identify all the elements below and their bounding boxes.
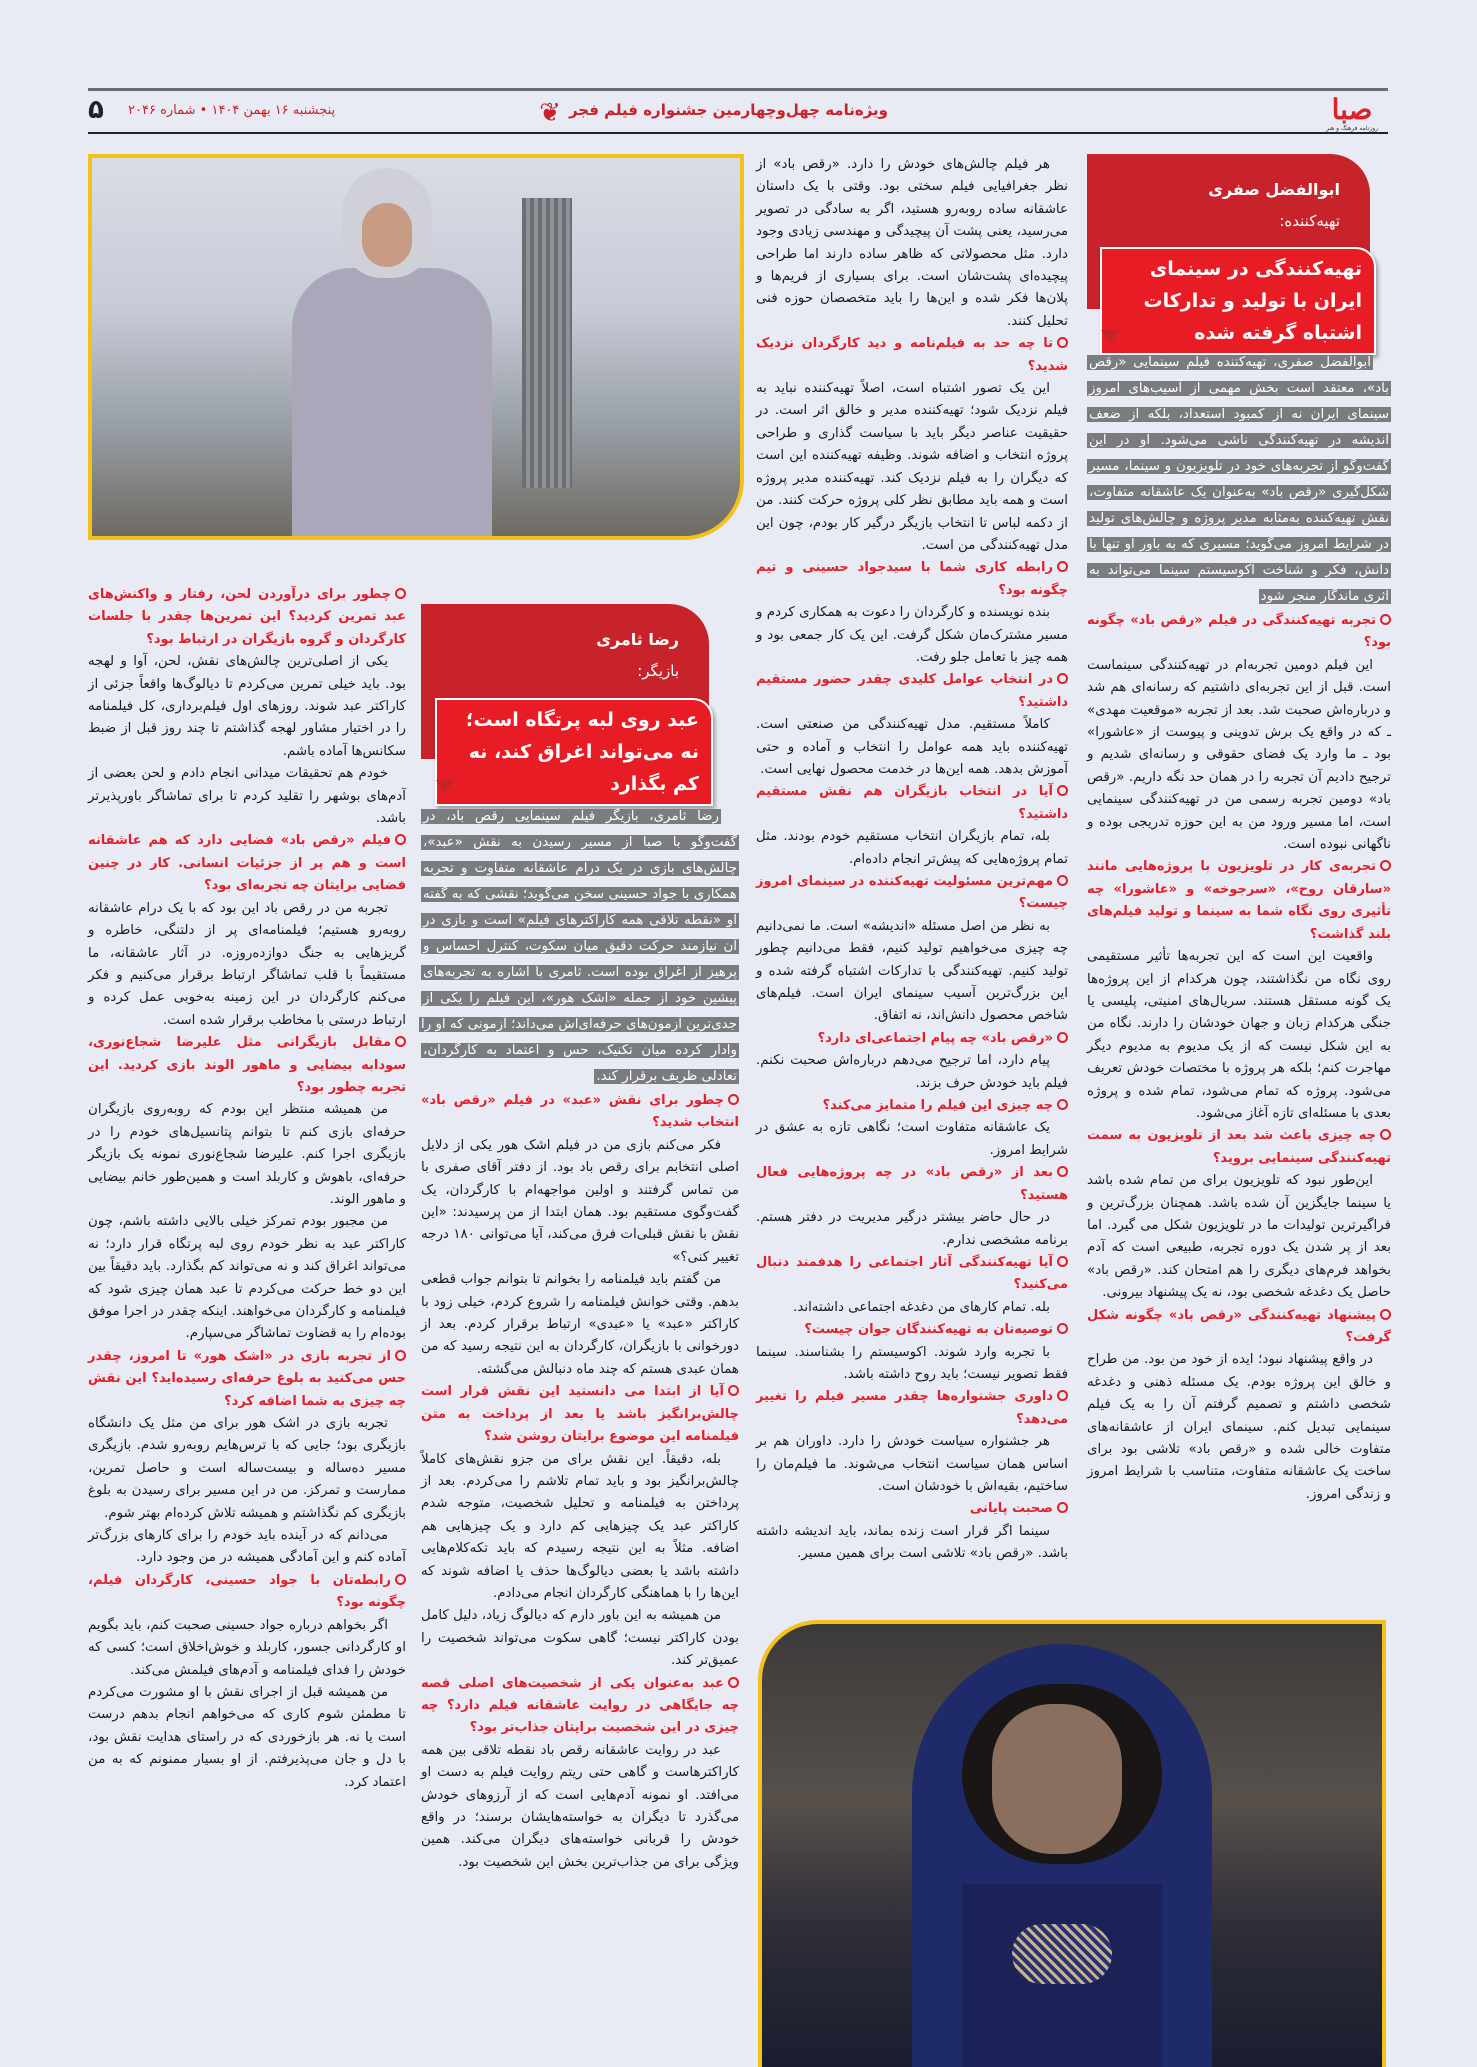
question-bullet-icon: [395, 1574, 406, 1585]
figure-face: [992, 1704, 1122, 1854]
answer-paragraph: تجربه بازی در اشک هور برای من مثل یک دانشگاه بازیگری بود؛ جایی که با ترس‌هایم روبه‌رو شدم. بازیگری مسیر ده‌ساله و بیست‌ساله است و حاصل تمرین، ممارست و تمرکز. من در این مسیر برای رسیدن به بلوغ بازیگری کم نگذاشتم و همیشه تلاش کرده‌ام بهتر شوم.: [88, 1416, 406, 1521]
answer-paragraph: هر جشنواره سیاست خودش را دارد. داوران هم بر اساس همان سیاست انتخاب می‌شوند. ما فیلم‌مان را ساختیم، بقیه‌اش با خودشان است.: [756, 1434, 1068, 1494]
question-bullet-icon: [1057, 561, 1068, 572]
answer-paragraph: اگر بخواهم درباره جواد حسینی صحبت کنم، باید بگویم او کارگردانی جسور، کاربلد و خوش‌اخلاق است؛ کسی که خودش را فدای فیلمنامه و آدم‌های فیلمش می‌کند.: [88, 1617, 406, 1678]
interview-question: [756, 669, 1068, 714]
question-bullet-icon: [1057, 1323, 1068, 1334]
question-bullet-icon: [395, 1036, 406, 1047]
column-3: [421, 804, 739, 1874]
logo-text: صبا: [1331, 93, 1373, 126]
answer-paragraph: بله، دقیقاً. این نقش برای من جزو نقش‌های کاملاً چالش‌برانگیز بود و باید تمام تلاشم را می‌کردم. بعد از پرداختن به فیلمنامه و تحلیل شخصیت، متوجه شدم کاراکتر عبد یک چیزهایی کم دارد و یک چیزهایی هم اضافه. مثلاً به این نتیجه رسیدم که باید تکه‌کلام‌هایی داشته باشد یا بعضی دیالوگ‌ها حذف یا اضافه شوند که این‌ها را با هماهنگی کارگردان انجام می‌دادم.: [421, 1451, 739, 1601]
simorgh-icon: ❦: [539, 98, 561, 128]
answer-paragraph: این فیلم دومین تجربه‌ام در تهیه‌کنندگی سینماست است. قبل از این تجربه‌ای داشتیم که رسانه‌ای هم شد و درباره‌اش صحبت شد. بعد از تجربه «موقعیت مهدی» ـ که در واقع یک برش تدوینی و پیوست از «عاشورا» بود ـ ما وارد یک فضای حقوقی و رسانه‌ای شدیم و ترجیح دادیم آن تجربه را در همان حد نگه داریم. «رقص باد» دومین تجربه رسمی من در تهیه‌کنندگی سینمایی است، اما مسیر ورود من به این حوزه تدریجی بوده و ناگهانی نبوده است.: [1087, 657, 1391, 853]
question-text: رابطه کاری شما با سیدجواد حسینی و تیم چگونه بود؟: [756, 560, 1068, 598]
answer-paragraph: این یک تصور اشتباه است، اصلاً تهیه‌کننده نباید به فیلم نزدیک شود؛ تهیه‌کننده مدیر و خالق اثر است. در حقیقیت عناصر دیگر باید با سیاست گذاری و طراحی پروژه انتخاب و اضافه شوند. وظیفه تهیه‌کننده این است که دیگران را به فیلم نزدیک کند. تهیه‌کننده مدیر پروژه است و همه باید مطابق نظر کلی پروژه حرکت کنند. من از دکمه لباس تا انتخاب بازیگر درگیر کار بودم، چون این مدل تهیه‌کنندگی من است.: [756, 381, 1068, 553]
interviewee-role: تهیه‌کننده:: [1279, 212, 1340, 230]
column-4: [88, 584, 406, 1794]
question-bullet-icon: [1057, 785, 1068, 796]
answer-paragraph: کاملاً مستقیم. مدل تهیه‌کنندگی من صنعتی است. تهیه‌کننده باید همه عوامل را انتخاب و آماده و حتی آموزش بدهد. همه این‌ها در خدمت محصول نهایی است.: [756, 717, 1068, 777]
column-2: [756, 154, 1068, 1566]
interview-question: [756, 333, 1068, 378]
question-text: فیلم «رقص باد» فضایی دارد که هم عاشقانه است و هم پر از جزئیات انسانی. کار در چنین فضایی برایتان چه تجربه‌ای بود؟: [88, 833, 406, 894]
callout-pointer: [436, 780, 454, 794]
newspaper-logo: [1316, 95, 1388, 131]
interview-question: [421, 1381, 739, 1448]
question-text: تا چه حد به فیلم‌نامه و دید کارگردان نزدیک شدید؟: [756, 336, 1068, 374]
page-header: [88, 88, 1388, 134]
question-text: عبد به‌عنوان یکی از شخصیت‌های اصلی قصه چه جایگاهی در روایت عاشقانه فیلم دارد؟ چه چیزی در این شخصیت برایتان جذاب‌تر بود؟: [421, 1675, 739, 1736]
answer-paragraph: سینما اگر قرار است زنده بماند، باید اندیشه داشته باشد. «رقص باد» تلاشی است برای همین مسیر.: [756, 1523, 1068, 1562]
question-bullet-icon: [1057, 1390, 1068, 1401]
question-bullet-icon: [1057, 1099, 1068, 1110]
interview2-headline: عبد روی لبه پرتگاه است؛ نه می‌تواند اغراق کند، نه کم بگذارد: [435, 698, 713, 806]
interview-question: [756, 1498, 1068, 1520]
photo-actress-white-scarf: [88, 154, 744, 540]
question-text: آیا در انتخاب بازیگران هم نقش مستقیم داشتید؟: [756, 784, 1068, 822]
answer-paragraph: عبد در روایت عاشقانه رقص باد نقطه تلاقی بین همه کاراکترهاست و گاهی حتی ریتم روایت فیلم به دست او می‌افتد. او نمونه آدم‌هایی است که از آرزوهای خودش می‌گذرد تا دیگران به خواسته‌هایشان برسند؛ در واقع خودش را قربانی خواسته‌های دیگران می‌کند. همین ویژگی برای من جذاب‌ترین بخش این شخصیت بود.: [421, 1742, 739, 1870]
question-bullet-icon: [728, 1677, 739, 1688]
question-text: چطور برای درآوردن لحن، رفتار و واکنش‌های عبد تمرین کردید؟ این تمرین‌ها چقدر با جلسات کارگردان و گروه بازیگران در ارتباط بود؟: [88, 587, 406, 647]
question-text: بعد از «رقص باد» در چه پروژه‌هایی فعال هستید؟: [756, 1165, 1068, 1203]
question-bullet-icon: [1380, 860, 1391, 871]
issue-date: پنجشنبه ۱۶ بهمن ۱۴۰۴ • شماره ۲۰۴۶: [128, 103, 336, 118]
question-text: رابطه‌تان با جواد حسینی، کارگردان فیلم، چگونه بود؟: [88, 1572, 406, 1611]
interview1-lead: ابوالفضل صفری، تهیه‌کننده فیلم سینمایی «رقص باد»، معتقد است بخش مهمی از آسیب‌های امروز سینمای ایران نه از کمبود استعداد، بلکه از ضعف اندیشه در تهیه‌کنندگی ناشی می‌شود. او در این گفت‌وگو از تجربه‌های خود در تلویزیون و سینما، مسیر شکل‌گیری «رقص باد» به‌عنوان یک عاشقانه متفاوت، نقش تهیه‌کننده به‌مثابه مدیر پروژه و چالش‌های تولید در شرایط امروز می‌گوید؛ مسیری که به باور او تنها با دانش، فکر و شناخت اکوسیستم سینما می‌تواند به اثری ماندگار منجر شود: [1089, 355, 1389, 604]
interviewee-role: بازیگر:: [637, 662, 679, 680]
interview-question: [756, 1386, 1068, 1431]
answer-paragraph: هر فیلم چالش‌های خودش را دارد. «رقص باد» از نظر جغرافیایی فیلم سختی بود. وقتی با یک داستان عاشقانه ساده روبه‌رو هستید، اگر به سادگی در تصویر می‌رسید، یعنی پشت آن پیچیدگی و مهندسی زیادی وجود دارد. مثل محصولاتی که ظاهر ساده دارند اما طراحی پیچیده‌ای پشت‌شان است. برای بسیاری از فریم‌ها و پلان‌ها فکر شده و این‌ها را باید متخصصان حوزه فنی تحلیل کنند.: [756, 157, 1068, 329]
interview-question: [756, 1028, 1068, 1050]
interview-question: [88, 584, 406, 651]
question-bullet-icon: [728, 1094, 739, 1105]
question-text: صحبت پایانی: [969, 1501, 1053, 1517]
question-bullet-icon: [1380, 1129, 1391, 1140]
answer-paragraph: در حال حاضر بیشتر درگیر مدیریت در دفتر هستم. برنامه مشخصی ندارم.: [756, 1210, 1068, 1248]
answer-paragraph: بله، تمام بازیگران انتخاب مستقیم خودم بودند. مثل تمام پروژه‌هایی که پیش‌تر انجام داده‌ام.: [756, 829, 1068, 867]
question-bullet-icon: [1380, 614, 1391, 625]
answer-paragraph: در واقع پیشنهاد نبود؛ ایده از خود من بود. من طراح و خالق این پروژه بودم. یک مسئله ذهنی و دغدغه شخصی داشتم و تصمیم گرفتم آن را به یک فیلم سینمایی تبدیل کنم. سینمای ایران از عاشقانه‌های متفاوت خالی شده و «رقص باد» تلاشی بود برای ساخت یک عاشقانه متفاوت، متناسب با شرایط امروز و زندگی امروز.: [1087, 1352, 1391, 1502]
answer-paragraph: یک عاشقانه متفاوت است؛ نگاهی تازه به عشق در شرایط امروز.: [756, 1120, 1068, 1158]
figure-face: [362, 203, 412, 267]
photo-actress-blue-veil: [758, 1620, 1386, 2067]
interview-question: [756, 1162, 1068, 1207]
interview1-headline: تهیه‌کنندگی در سینمای ایران با تولید و تدارکات اشتباه گرفته شده: [1100, 247, 1376, 355]
question-bullet-icon: [1057, 1032, 1068, 1043]
interview-question: [88, 830, 406, 897]
question-bullet-icon: [1057, 337, 1068, 348]
interview-question: [1087, 610, 1391, 655]
question-text: توصیه‌تان به تهیه‌کنندگان جوان چیست؟: [804, 1322, 1053, 1338]
question-bullet-icon: [395, 1350, 406, 1361]
interviewee-name: رضا ثامری: [596, 630, 679, 649]
building-shape: [522, 198, 572, 488]
question-bullet-icon: [1380, 1309, 1391, 1320]
question-bullet-icon: [1057, 875, 1068, 886]
interview-question: [756, 1319, 1068, 1341]
figure-embroidery: [1012, 1924, 1112, 1984]
interview-question: [756, 871, 1068, 916]
column-1: [1087, 350, 1391, 1506]
interview-question: [88, 1570, 406, 1615]
answer-paragraph: با تجربه وارد شوند. اکوسیستم را بشناسند. سینما فقط تصویر نیست؛ باید روح داشته باشد.: [756, 1344, 1068, 1382]
interview-question: [756, 1095, 1068, 1117]
answer-paragraph: به نظر من اصل مسئله «اندیشه» است. ما نمی‌دانیم چه چیزی می‌خواهیم تولید کنیم، فقط می‌دانیم چطور تولید کنیم. تهیه‌کنندگی با تدارکات اشتباه گرفته شده و این بزرگ‌ترین آسیب سینمای ایران است. فیلم‌های شاخص محصول دانش‌اند، نه اتفاق.: [756, 918, 1068, 1024]
question-bullet-icon: [1057, 1166, 1068, 1177]
question-text: «رقص باد» چه پیام اجتماعی‌ای دارد؟: [817, 1030, 1053, 1046]
question-text: تجربه تهیه‌کنندگی در فیلم «رقص باد» چگونه بود؟: [1087, 613, 1391, 651]
question-text: چطور برای نقش «عبد» در فیلم «رقص باد» انتخاب شدید؟: [421, 1093, 739, 1131]
interview-question: [756, 781, 1068, 826]
answer-paragraph: واقعیت این است که این تجربه‌ها تأثیر مستقیمی روی نگاه من نگذاشتند، چون هرکدام از این پروژه‌ها یک گونه مستقل هستند. سریال‌های امنیتی، پلیسی یا جنگی هرکدام زبان و جهان خودشان را دارند. نگاه من به این شکل نیست که از یک مدیوم به مدیوم دیگر مهاجرت کنم؛ بلکه هر پروژه با مختصات خودش تعریف می‌شود. پروژه که تمام می‌شود، تمام شده و پروژه بعدی با مسئله‌ای تازه آغاز می‌شود.: [1087, 949, 1391, 1121]
interview-question: [1087, 856, 1391, 946]
answer-paragraph: این‌طور نبود که تلویزیون برای من تمام شده باشد یا سینما جایگزین آن شده باشد. همچنان بزرگ‌ترین و فراگیرترین تولیدات ما در تلویزیون شکل می گیرد. اما بعد از پر شدن یک دوره تجربه، طبیعی است که آدم بخواهد فرم‌های دیگری را هم امتحان کند. «رقص باد» حاصل یک دغدغه شخصی بود، نه یک پیشنهاد بیرونی.: [1087, 1173, 1391, 1301]
question-text: در انتخاب عوامل کلیدی چقدر حضور مستقیم داشتید؟: [756, 672, 1068, 710]
question-text: آیا از ابتدا می دانستید این نقش قرار است چالش‌برانگیز باشد یا بعد از پرداخت به متن فیلمنامه این موضوع برایتان روشن شد؟: [421, 1384, 739, 1445]
figure-body: [292, 268, 492, 540]
answer-paragraph: بله. تمام کارهای من دغدغه اجتماعی داشته‌اند.: [793, 1299, 1050, 1315]
question-bullet-icon: [395, 834, 406, 845]
question-text: چه چیزی این فیلم را متمایز می‌کند؟: [822, 1098, 1053, 1114]
answer-paragraph: من همیشه منتظر این بودم که روبه‌روی بازیگران حرفه‌ای بازی کنم تا بتوانم پتانسیل‌های خودم را در بازیگری اجرا کنم. علیرضا شجاع‌نوری نمونه یک بازیگر حرفه‌ای، باهوش و کاربلد است و همین‌طور خانم بیضایی و ماهور الوند.: [88, 1102, 406, 1207]
interview-question: [756, 557, 1068, 602]
question-text: چه چیزی باعث شد بعد از تلویزیون به سمت تهیه‌کنندگی سینمایی بروید؟: [1087, 1128, 1391, 1166]
answer-paragraph: من همیشه قبل از اجرای نقش با او مشورت می‌کردم تا مطمئن شوم کاری که می‌خواهم انجام بدهم درست است یا نه. هر بازخوردی که در راستای هدایت نقش بود، با دل و جان می‌پذیرفتم. از او بسیار ممنونم که به من اعتماد کرد.: [88, 1684, 406, 1790]
question-text: داوری جشنواره‌ها چقدر مسیر فیلم را تغییر می‌دهد؟: [756, 1389, 1068, 1427]
page-number: ۵: [88, 95, 104, 125]
question-bullet-icon: [728, 1385, 739, 1396]
question-bullet-icon: [1057, 673, 1068, 684]
answer-paragraph: من گفتم باید فیلمنامه را بخوانم تا بتوانم جواب قطعی بدهم. وقتی خوانش فیلمنامه را شروع کردم، خیلی زود با کاراکتر «عبد» یا «عبدی» ارتباط برقرار کردم. بعد از دورخوانی با بازیگران، کارگردان به این نتیجه رسید که من همان عبدی هستم که چند ماه دنبالش می‌گشته.: [421, 1272, 739, 1377]
question-bullet-icon: [1057, 1502, 1068, 1513]
question-text: مهم‌ترین مسئولیت تهیه‌کننده در سینمای امروز چیست؟: [756, 874, 1068, 912]
answer-paragraph: می‌دانم که در آینده باید خودم را برای کارهای بزرگ‌تر آماده کنم و این آمادگی همیشه در من وجود دارد.: [88, 1528, 406, 1566]
question-bullet-icon: [1057, 1256, 1068, 1267]
interview2-lead: رضا ثامری، بازیگر فیلم سینمایی رقص باد، در گفت‌وگو با صبا از مسیر رسیدن به نقش «عبد»، چالش‌های بازی در یک درام عاشقانه متفاوت و تجربه همکاری با جواد حسینی سخن می‌گوید؛ نقشی که به گفته او «نقطه تلاقی همه کاراکترهای فیلم» است و بازی در آن نیازمند حرکت دقیق میان سکوت، کنترل احساس و پرهیز از اغراق بوده است. ثامری با اشاره به تجربه‌های پیشین خود از جمله «اشک هور»، این فیلم را یکی از جدی‌ترین آزمون‌های حرفه‌ای‌اش می‌داند؛ آزمونی که او را وادار کرده میان تکنیک، حس و اعتماد به کارگردان، تعادلی ظریف برقرار کند.: [421, 809, 737, 1084]
logo-subtitle: روزنامه فرهنگ و هنر: [1325, 125, 1379, 132]
interviewee-name: ابوالفضل صفری: [1208, 180, 1340, 199]
section-title: ویژه‌نامه چهل‌وچهارمین جشنواره فیلم فجر: [568, 101, 888, 119]
interview-question: [1087, 1305, 1391, 1350]
answer-paragraph: خودم هم تحقیقات میدانی انجام دادم و لحن بعضی از آدم‌های بوشهر را تقلید کردم تا برای تماشاگر باورپذیرتر باشد.: [88, 766, 406, 827]
interview-question: [1087, 1125, 1391, 1170]
answer-paragraph: من همیشه به این باور دارم که دیالوگ زیاد، دلیل کامل بودن کاراکتر نیست؛ گاهی سکوت می‌تواند شخصیت را عمیق‌تر کند.: [421, 1608, 739, 1669]
question-text: مقابل بازیگرانی مثل علیرضا شجاع‌نوری، سودابه بیضایی و ماهور الوند بازی کردید. این تجربه چطور بود؟: [88, 1035, 406, 1095]
answer-paragraph: یکی از اصلی‌ترین چالش‌های نقش، لحن، آوا و لهجه بود. باید خیلی تمرین می‌کردم تا دیالوگ‌ها واقعاً جزئی از کاراکتر عبد شوند. روزهای اول فیلم‌برداری، کل فیلمنامه را در اختیار مشاور لهجه گذاشتم تا چند روز قبل از ضبط سکانس‌ها آماده باشم.: [88, 654, 406, 759]
interview-question: [756, 1252, 1068, 1297]
interview-question: [421, 1090, 739, 1135]
answer-paragraph: پیام دارد، اما ترجیح می‌دهم درباره‌اش صحبت نکنم. فیلم باید خودش حرف بزند.: [756, 1053, 1068, 1091]
answer-paragraph: فکر می‌کنم بازی من در فیلم اشک هور یکی از دلایل اصلی انتخابم برای رقص باد بود. از دفتر آقای صفری با من تماس گرفتند و اولین مواجهه‌ام با کارگردان، یک گفت‌وگوی مستقیم بود. همان ابتدا از من پرسیدند: «این نقش با نقش قبلی‌ات فرق می‌کند، آیا می‌توانی ۱۸۰ درجه تغییر کنی؟»: [421, 1137, 739, 1265]
interview-question: [421, 1673, 739, 1740]
answer-paragraph: تجربه من در رقص باد این بود که با یک درام عاشقانه روبه‌رو هستیم؛ فیلمنامه‌ای پر از دلتنگی، خاطره و گریزهایی به جنگ دوازده‌روزه. در آثار عاشقانه، ما مستقیماً با قلب تماشاگر ارتباط برقرار می‌کنیم و فکر می‌کنم کارگردان در این زمینه به‌خوبی عمل کرده و ارتباط درستی با مخاطب برقرار شده است.: [88, 900, 406, 1028]
interview-question: [88, 1346, 406, 1413]
question-text: تجربه‌ی کار در تلویزیون با پروژه‌هایی مانند «سارقان روح»، «سرجوخه» و «عاشورا» چه تأثیری روی نگاه شما به سینما و تولید فیلم‌های بلند گذاشت؟: [1087, 859, 1391, 942]
question-text: آیا تهیه‌کنندگی آثار اجتماعی را هدفمند دنبال می‌کنید؟: [756, 1254, 1068, 1293]
callout-pointer: [1101, 330, 1119, 344]
answer-paragraph: بنده نویسنده و کارگردان را دعوت به همکاری کردم و مسیر مشترک‌مان شکل گرفت. این یک کار جمعی بود و همه چیز با تعامل جلو رفت.: [756, 605, 1068, 665]
question-text: از تجربه بازی در «اشک هور» تا امروز، چقدر حس می‌کنید به بلوغ حرفه‌ای رسیده‌اید؟ این نقش چه چیزی به شما اضافه کرد؟: [88, 1348, 406, 1409]
interview-question: [88, 1032, 406, 1099]
answer-paragraph: من مجبور بودم تمرکز خیلی بالایی داشته باشم، چون کاراکتر عبد به نظر خودم روی لبه پرتگاه قرار دارد؛ نه می‌تواند اغراق کند و نه می‌تواند کم بگذارد. باید دقیقاً بین این دو خط حرکت می‌کردم تا عبد همان چیزی شود که فیلمنامه و کارگردان می‌خواهند. اینکه چقدر در اجرا موفق بوده‌ام را به قضاوت تماشاگر می‌سپارم.: [88, 1214, 406, 1342]
question-text: پیشنهاد تهیه‌کنندگی «رقص باد» چگونه شکل گرفت؟: [1087, 1307, 1391, 1345]
question-bullet-icon: [395, 588, 406, 599]
